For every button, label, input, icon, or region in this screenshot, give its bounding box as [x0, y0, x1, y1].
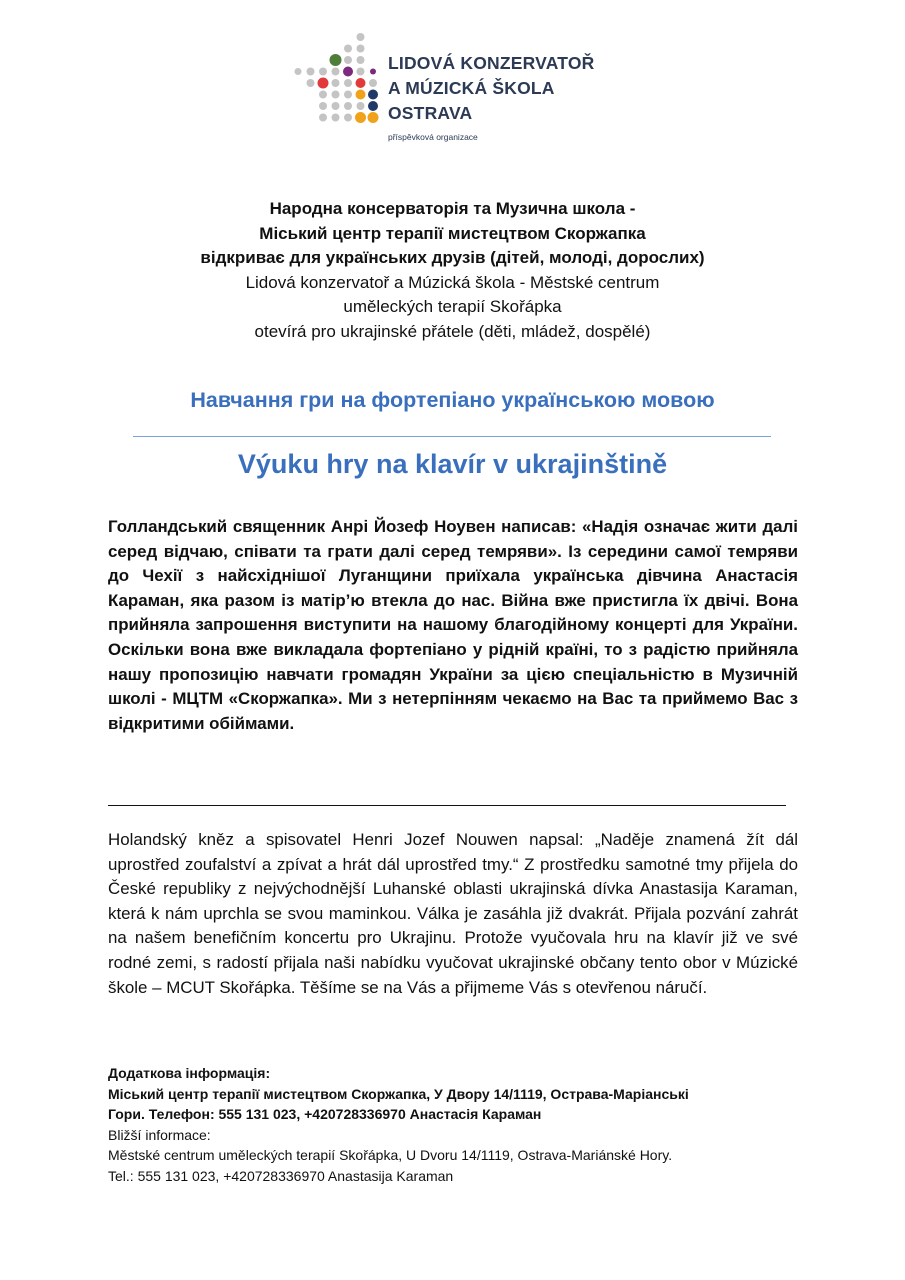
- logo-dot: [318, 78, 329, 89]
- logo-dot: [307, 79, 315, 87]
- title-divider: [133, 436, 771, 437]
- logo-dot: [356, 78, 366, 88]
- logo-dot: [319, 102, 327, 110]
- logo-dot: [319, 114, 327, 122]
- logo-line-1: LIDOVÁ KONZERVATOŘ: [388, 53, 595, 73]
- header-uk-line-1: Народна консерваторія та Музична школа -: [269, 199, 636, 218]
- logo-dot: [332, 91, 340, 99]
- body-czech: Holandský kněz a spisovatel Henri Jozef Nouwen napsal: „Naděje znamená žít dál uprostřed zoufalství a zpívat a hrát dál uprostřed tmy.“ Z prostředku samotné tmy přijela do České republiky z nejvýchodnější Luhanské oblasti ukrajinská dívka Anastasija Karaman, která k nám uprchla se svou maminkou. Válka je zasáhla již dvakrát. Přijala pozvání zahrát na našem benefičním koncertu pro Ukrajinu. Protože vyučovala hru na klavír již ve své rodné zemi, s radostí přijala naši nabídku vyučovat ukrajinské občany tento obor v Múzické škole – MCUT Skořápka. Těšíme se na Vás a přijmeme Vás s otevřenou náručí.: [108, 830, 798, 997]
- header-cz-line-2: uměleckých terapií Skořápka: [343, 297, 562, 316]
- logo-dot: [332, 79, 340, 87]
- header-cz-line-1: Lidová konzervatoř a Múzická škola - Městské centrum: [245, 272, 660, 292]
- logo-dot: [370, 69, 376, 75]
- logo-dot: [344, 114, 352, 122]
- title-czech: Výuku hry na klavír v ukrajinštině: [237, 449, 668, 479]
- logo-dot: [357, 33, 365, 41]
- info-cz-line-2: Tel.: 555 131 023, +420728336970 Anastasija Karaman: [108, 1167, 454, 1184]
- logo-dot: [332, 102, 340, 110]
- logo-dot: [319, 91, 327, 99]
- contact-info: [108, 1063, 808, 1186]
- logo-dot: [368, 101, 378, 111]
- logo-dot: [369, 79, 377, 87]
- logo-dot: [332, 68, 340, 76]
- logo-dot: [307, 68, 315, 76]
- info-cz-heading: Bližší informace:: [108, 1126, 211, 1143]
- logo-dot: [356, 90, 366, 100]
- dots-emblem-icon: [290, 30, 382, 145]
- info-uk-heading: Додаткова інформація:: [108, 1065, 271, 1081]
- logo-dot: [319, 68, 327, 76]
- logo-dot: [344, 91, 352, 99]
- logo-line-3: OSTRAVA: [388, 103, 473, 123]
- logo-dot: [357, 56, 365, 64]
- logo-dot: [344, 79, 352, 87]
- logo-dot: [357, 45, 365, 53]
- organization-logo: [290, 30, 620, 145]
- info-cz-line-1: Městské centrum uměleckých terapií Skořápka, U Dvoru 14/1119, Ostrava-Mariánské Hory.: [108, 1147, 673, 1163]
- header-uk-line-3: відкриває для українських друзів (дітей, молоді, дорослих): [200, 248, 705, 267]
- logo-dot: [295, 68, 302, 75]
- logo-line-2: A MÚZICKÁ ŠKOLA: [388, 78, 555, 98]
- header-uk-line-2: Міський центр терапії мистецтвом Скоржапка: [259, 223, 646, 243]
- logo-dot: [355, 112, 366, 123]
- logo-dot: [368, 90, 378, 100]
- title-ukrainian: Навчання гри на фортепіано українською мовою: [190, 388, 715, 412]
- info-uk-line-1: Міський центр терапії мистецтвом Скоржапка, У Двору 14/1119, Острава-Маріанські: [108, 1085, 689, 1102]
- logo-dot: [343, 67, 353, 77]
- logo-dot: [344, 56, 352, 64]
- logo-dot: [332, 114, 340, 122]
- info-uk-line-2: Гори. Телефон: 555 131 023, +420728336970 Анастасія Караман: [108, 1106, 542, 1122]
- logo-dot: [357, 102, 365, 110]
- logo-subtitle: příspěvková organizace: [388, 132, 478, 142]
- logo-dot: [330, 54, 342, 66]
- logo-dot: [344, 45, 352, 53]
- header-cz-line-3: otevírá pro ukrajinské přátele (děti, mládež, dospělé): [254, 321, 651, 341]
- logo-dot: [368, 112, 379, 123]
- logo-dot: [357, 68, 365, 76]
- section-divider: [108, 805, 786, 806]
- logo-dot: [344, 102, 352, 110]
- intro-header: [0, 197, 905, 344]
- body-ukrainian: Голландський священник Анрі Йозеф Ноувен написав: «Надія означає жити далі серед відчаю, співати та грати далі серед темряви». Із середини самої темряви до Чехії з найсхіднішої Луганщини приїхала українська дівчина Анастасія Караман, яка разом із матір’ю втекла до нас. Війна вже пристигла їх двічі. Вона прийняла запрошення виступити на нашому благодійному концерті для України. Оскільки вона вже викладала фортепіано у рідній країні, то з радістю прийняла нашу пропозицію навчати громадян України за цією спеціальністю в Музичній школі - МЦТМ «Скоржапка». Ми з нетерпінням чекаємо на Вас та приймемо Вас з відкритими обіймами.: [108, 517, 798, 733]
